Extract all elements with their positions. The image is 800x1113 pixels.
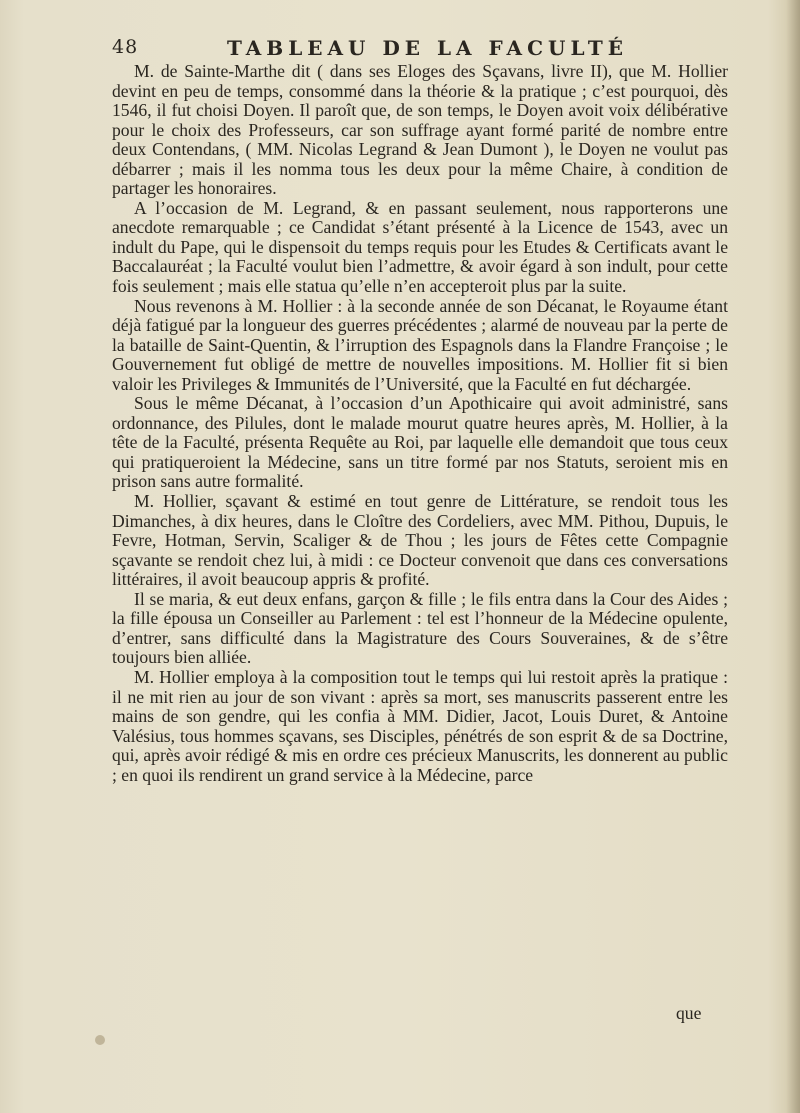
paragraph: M. Hollier employa à la composition tout le temps qui lui restoit après la pratique : il ne mit rien au jour de son vivant : après sa mort, ses manuscrits passerent entre les mains de son gendre, qui les confia à MM. Didier, Jacot, Louis Duret, & Antoine Valésius, tous hommes sçavans, ses Disciples, pénétrés de son esprit & de sa Doctrine, qui, après avoir rédigé & mis en ordre ces précieux Manuscrits, les donnerent au public ; en quoi ils rendirent un grand service à la Médecine, parce [112,666,728,785]
paragraph: M. de Sainte-Marthe dit ( dans ses Eloges des Sçavans, livre II), que M. Hollier devint en peu de temps, consommé dans la théorie & la pratique ; c’est pourquoi, dès 1546, il fut choisi Doyen. Il paroît que, de son temps, le Doyen avoit voix délibérative pour le choix des Professeurs, car son suffrage ayant formé parité de nombre entre deux Contendans, ( MM. Nicolas Legrand & Jean Dumont ), le Doyen ne voulut pas débarrer ; mais il les nomma tous les deux pour la même Chaire, à condition de partager les honoraires. [112,61,728,199]
paragraph: A l’occasion de M. Legrand, & en passant seulement, nous rapporterons une anecdote remarquable ; ce Candidat s’étant présenté à la Licence de 1543, avec un indult du Pape, qui le dispensoit du temps requis pour les Etudes & Certificats avant le Baccalauréat ; la Faculté voulut bien l’admettre, & avoir égard à son indult, pour cette fois seulement ; mais elle statua qu’elle n’en accepteroit plus par la suite. [112,197,728,297]
paragraph: Nous revenons à M. Hollier : à la seconde année de son Décanat, le Royaume étant déjà fatigué par la longueur des guerres précédentes ; alarmé de nouveau par la perte de la bataille de Saint-Quentin, & l’irruption des Espagnols dans la Flandre Françoise ; le Gouvernement fut obligé de mettre de nouvelles impositions. M. Hollier fit si bien valoir les Privileges & Immunités de l’Université, que la Faculté en fut déchargée. [112,295,728,394]
paragraph: Sous le même Décanat, à l’occasion d’un Apothicaire qui avoit administré, sans ordonnance, des Pilules, dont le malade mourut quatre heures après, M. Hollier, à la tête de la Faculté, présenta Requête au Roi, par laquelle elle demandoit que tous ceux qui pratiqueroient la Médecine, sans un titre formé par nos Statuts, seroient mis en prison sans autre formalité. [112,393,728,492]
page-edge-shadow [786,0,800,1113]
body-text [112,62,728,785]
catchword: que [676,1003,702,1023]
page-number: 48 [112,36,139,58]
paragraph: Il se maria, & eut deux enfans, garçon & fille ; le fils entra dans la Cour des Aides ; la fille épousa un Conseiller au Parlement : tel est l’honneur de la Médecine opulente, d’entrer, sans difficulté dans la Magistrature des Cours Souveraines, & de s’être toujours bien alliée. [112,588,728,668]
ink-stain [95,1035,105,1045]
paragraph: M. Hollier, sçavant & estimé en tout genre de Littérature, se rendoit tous les Dimanches, à dix heures, dans le Cloître des Cordeliers, avec MM. Pithou, Dupuis, le Fevre, Hotman, Servin, Scaliger & de Thou ; les jours de Fêtes cette Compagnie sçavante se rendoit chez lui, à midi : ce Docteur convenoit que dans ces conversations littéraires, il avoit beaucoup appris & profité. [112,491,728,590]
running-title: TABLEAU DE LA FACULTÉ [227,36,628,60]
